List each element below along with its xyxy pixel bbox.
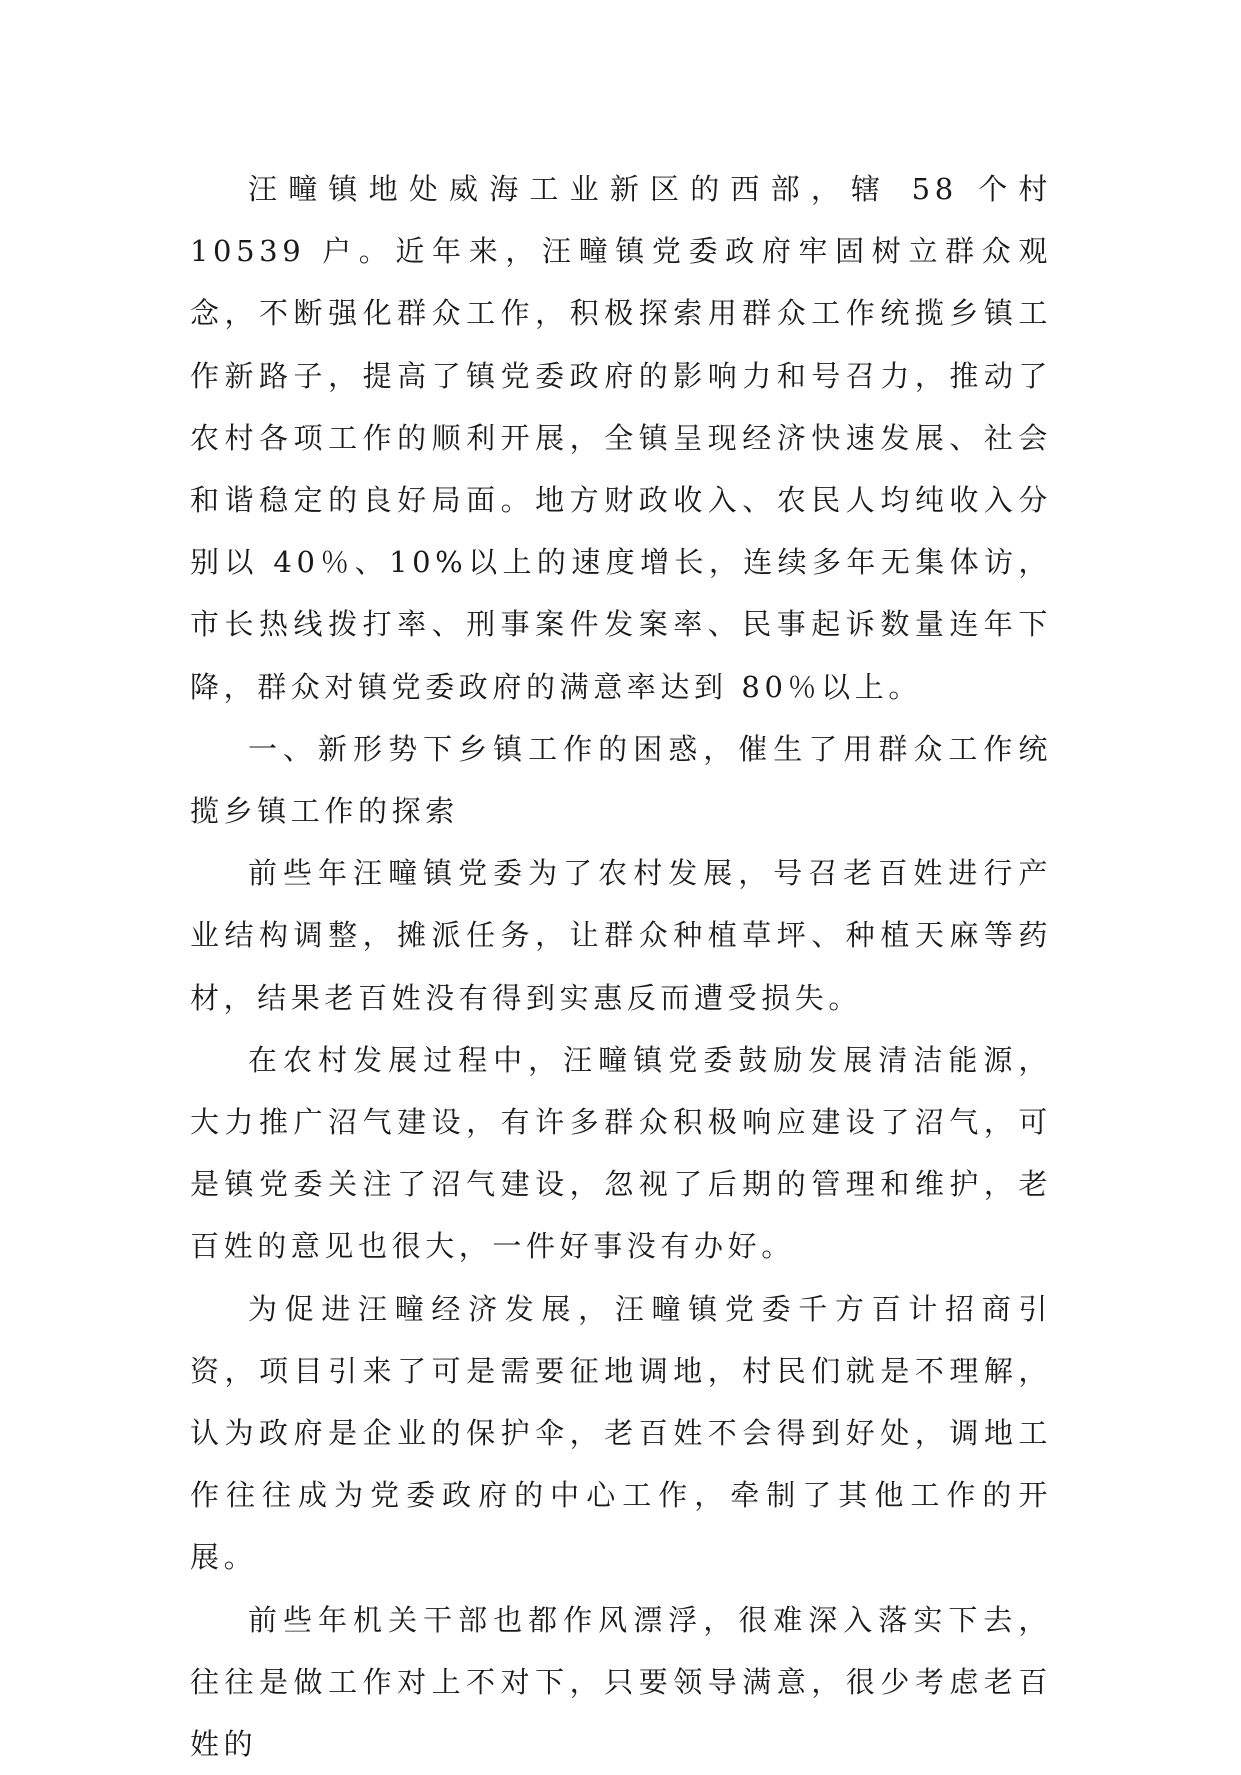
body-paragraph: 为促进汪疃经济发展，汪疃镇党委千方百计招商引资，项目引来了可是需要征地调地，村民们就是不理解，认为政府是企业的保护伞，老百姓不会得到好处，调地工作往往成为党委政府的中心工作，牵制了其他工作的开展。 bbox=[190, 1291, 1052, 1575]
body-paragraph: 在农村发展过程中，汪疃镇党委鼓励发展清洁能源，大力推广沼气建设，有许多群众积极响应建设了沼气，可是镇党委关注了沼气建设，忽视了后期的管理和维护，老百姓的意见也很大，一件好事没有办好。 bbox=[190, 1042, 1052, 1264]
document-body bbox=[190, 158, 1052, 1775]
body-paragraph: 前些年机关干部也都作风漂浮，很难深入落实下去，往往是做工作对上不对下，只要领导满意，很少考虑老百姓的 bbox=[190, 1602, 1052, 1762]
intro-paragraph: 汪疃镇地处威海工业新区的西部，辖 58 个村 10539 户。近年来，汪疃镇党委政府牢固树立群众观念，不断强化群众工作，积极探索用群众工作统揽乡镇工作新路子，提高了镇党委政府的影响力和号召力，推动了农村各项工作的顺利开展，全镇呈现经济快速发展、社会和谐稳定的良好局面。地方财政收入、农民人均纯收入分别以 40％、10%以上的速度增长，连续多年无集体访，市长热线拨打率、刑事案件发案率、民事起诉数量连年下降，群众对镇党委政府的满意率达到 80％以上。 bbox=[190, 172, 1052, 704]
body-paragraph: 前些年汪疃镇党委为了农村发展，号召老百姓进行产业结构调整，摊派任务，让群众种植草坪、种植天麻等药材，结果老百姓没有得到实惠反而遭受损失。 bbox=[190, 856, 1052, 1015]
section-heading: 一、新形势下乡镇工作的困惑，催生了用群众工作统揽乡镇工作的探索 bbox=[190, 731, 1052, 829]
